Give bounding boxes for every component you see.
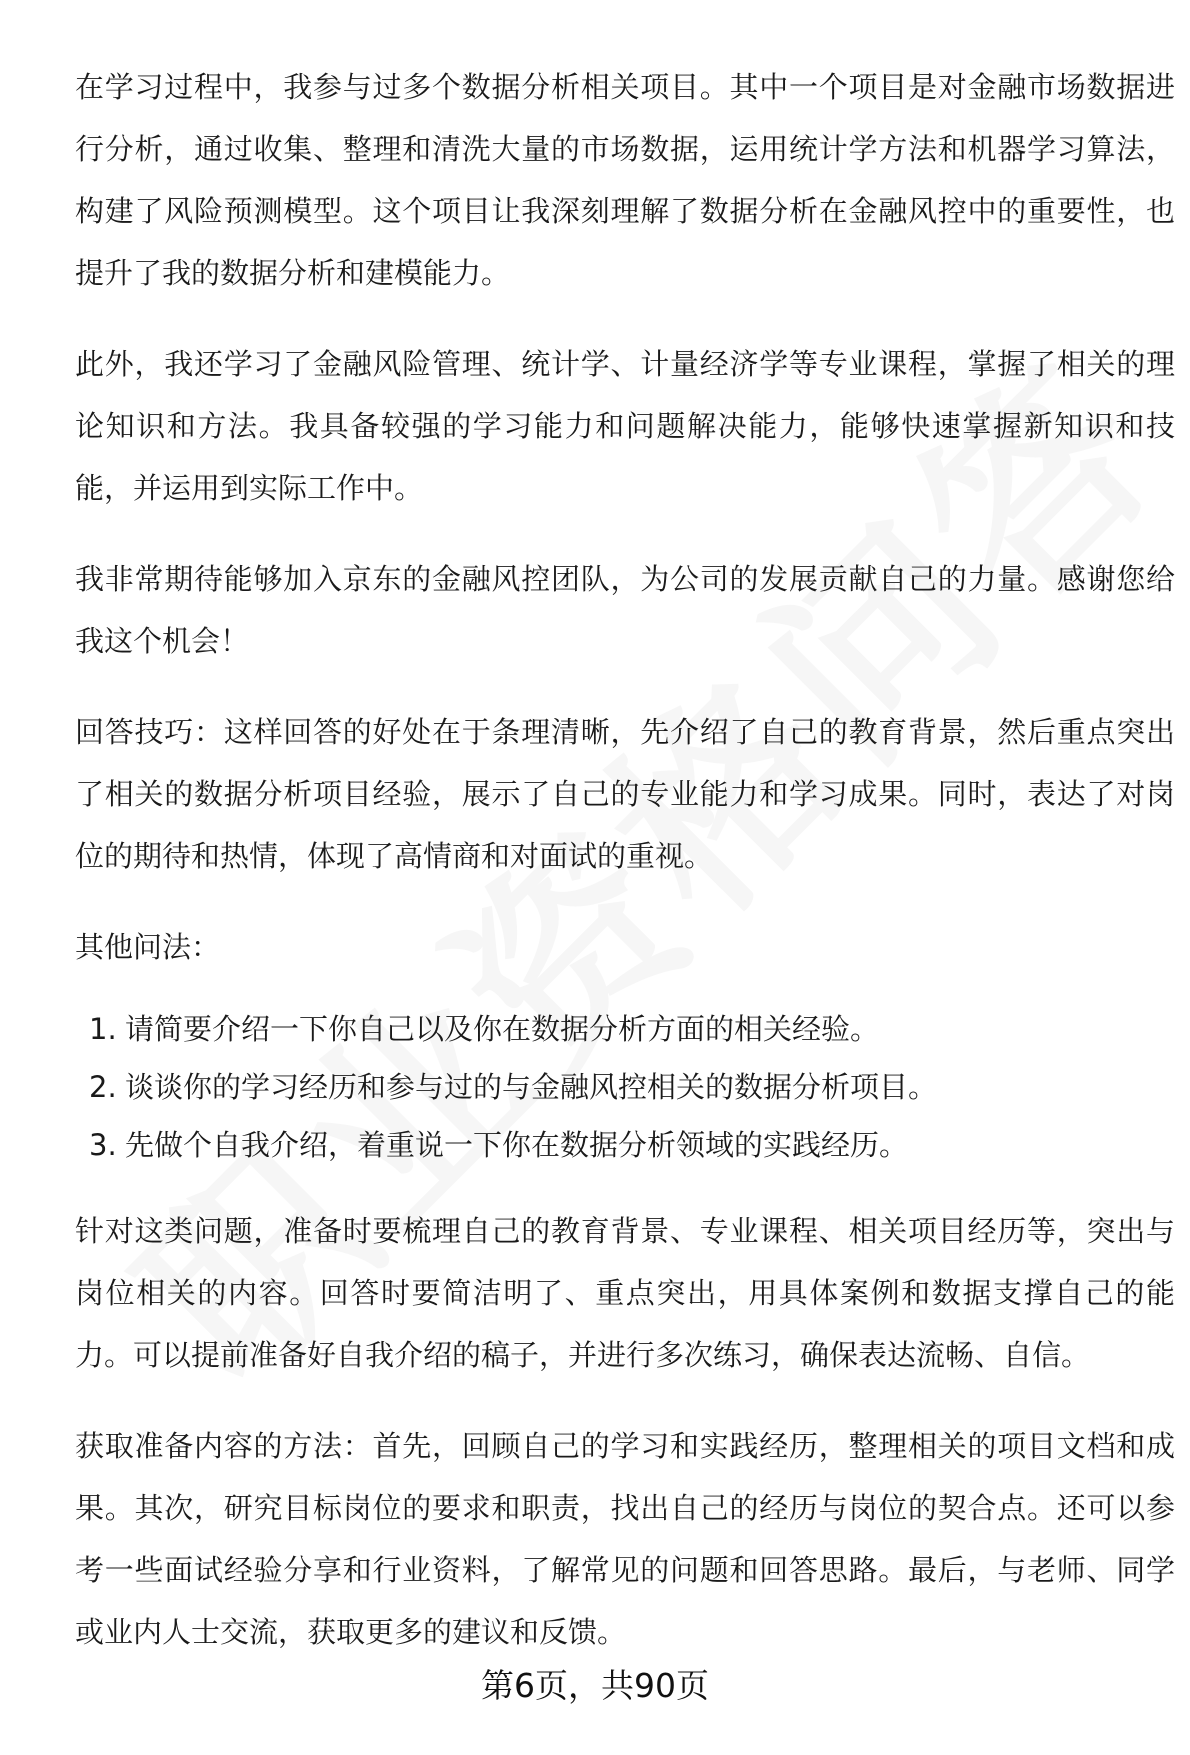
paragraph-answer-tips: 回答技巧：这样回答的好处在于条理清晰，先介绍了自己的教育背景，然后重点突出了相关的数据分析项目经验，展示了自己的专业能力和学习成果。同时，表达了对岗位的期待和热情，体现了高情商和对面试的重视。 (75, 715, 1175, 873)
list-item-number: 1. (89, 1012, 117, 1046)
paragraph-expectation: 我非常期待能够加入京东的金融风控团队，为公司的发展贡献自己的力量。感谢您给我这个机会！ (75, 562, 1175, 658)
list-item-text: 谈谈你的学习经历和参与过的与金融风控相关的数据分析项目。 (125, 1070, 938, 1104)
document-body (75, 56, 1175, 1692)
list-item (75, 1000, 1175, 1058)
list-item-text: 先做个自我介绍，着重说一下你在数据分析领域的实践经历。 (125, 1128, 909, 1162)
list-item (75, 1116, 1175, 1174)
list-item (75, 1058, 1175, 1116)
paragraph-preparation-advice: 针对这类问题，准备时要梳理自己的教育背景、专业课程、相关项目经历等，突出与岗位相关的内容。回答时要简洁明了、重点突出，用具体案例和数据支撑自己的能力。可以提前准备好自我介绍的稿子，并进行多次练习，确保表达流畅、自信。 (75, 1214, 1175, 1372)
paragraph-courses: 此外，我还学习了金融风险管理、统计学、计量经济学等专业课程，掌握了相关的理论知识和方法。我具备较强的学习能力和问题解决能力，能够快速掌握新知识和技能，并运用到实际工作中。 (75, 347, 1175, 505)
list-item-text: 请简要介绍一下你自己以及你在数据分析方面的相关经验。 (125, 1012, 880, 1046)
page-number: 第6页，共90页 (481, 1666, 709, 1705)
list-item-number: 3. (89, 1128, 117, 1162)
paragraph-project-experience: 在学习过程中，我参与过多个数据分析相关项目。其中一个项目是对金融市场数据进行分析，通过收集、整理和清洗大量的市场数据，运用统计学方法和机器学习算法，构建了风险预测模型。这个项目让我深刻理解了数据分析在金融风控中的重要性，也提升了我的数据分析和建模能力。 (75, 70, 1175, 290)
other-questions-label: 其他问法： (75, 930, 221, 964)
paragraph-preparation-method: 获取准备内容的方法：首先，回顾自己的学习和实践经历，整理相关的项目文档和成果。其次，研究目标岗位的要求和职责，找出自己的经历与岗位的契合点。还可以参考一些面试经验分享和行业资料，了解常见的问题和回答思路。最后，与老师、同学或业内人士交流，获取更多的建议和反馈。 (75, 1429, 1175, 1649)
list-item-number: 2. (89, 1070, 117, 1104)
other-questions-list (75, 1000, 1175, 1174)
